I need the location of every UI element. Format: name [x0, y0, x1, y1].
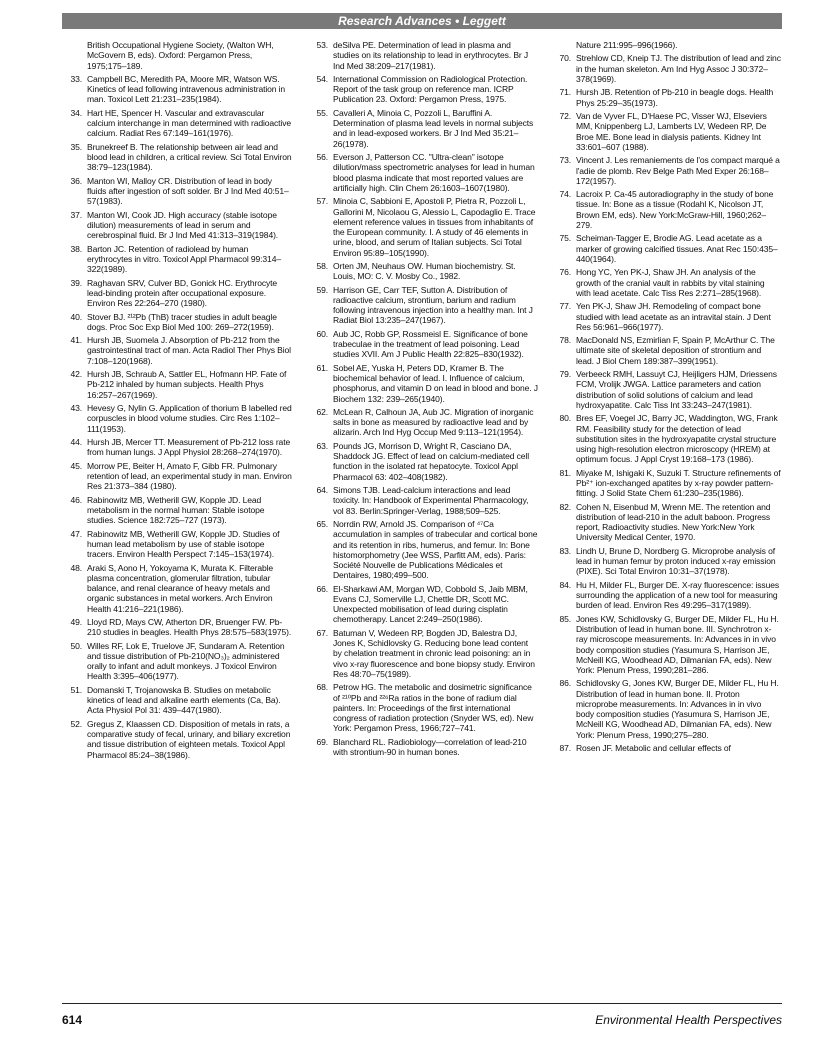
reference-number: 82.: [559, 501, 571, 512]
reference-number: 34.: [70, 107, 82, 118]
reference-text: Gregus Z, Klaassen CD. Disposition of metals in rats, a comparative study of fecal, urinary, and biliary excretion and tissue distribution of eighteen metals. Toxicol Appl Pharmacol 85:24–38(1986).: [87, 718, 291, 760]
reference-text: El-Sharkawi AM, Morgan WD, Cobbold S, Jaib MBM, Evans CJ, Somerville LJ, Chettle DR, Scott MC. Unexpected mobilisation of lead during cisplatin chemotherapy. Lancet 2:249–250(1986).: [333, 583, 528, 625]
reference-text: Hursh JB. Retention of Pb-210 in beagle dogs. Health Phys 25:29–35(1973).: [576, 87, 774, 108]
reference-entry: [310, 737, 538, 758]
reference-number: 59.: [316, 284, 328, 295]
reference-number: 38.: [70, 243, 82, 254]
reference-entry: [553, 189, 781, 230]
reference-entry: [64, 403, 292, 434]
reference-number: 71.: [559, 87, 571, 98]
reference-text: Lindh U, Brune D, Nordberg G. Microprobe analysis of lead in human femur by proton induced x-ray emission (PIXE). Sci Total Environ 10:31–37(1978).: [576, 545, 776, 577]
reference-entry: [64, 719, 292, 760]
reference-entry: [553, 614, 781, 676]
reference-number: 77.: [559, 301, 571, 312]
reference-text: Verbeeck RMH, Lassuyt CJ, Heijligers HJM, Driessens FCM, Vrolijk JWGA. Lattice parameters and cation distribution of solid solutions of calcium and lead hydroxyapatite. Calc Tiss Int 33:243–247(1981).: [576, 369, 777, 410]
reference-entry: [310, 40, 538, 71]
reference-text: Nature 211:995–996(1966).: [576, 40, 678, 50]
reference-number: 36.: [70, 175, 82, 186]
reference-entry: [64, 685, 292, 716]
reference-entry: [310, 407, 538, 438]
reference-number: 68.: [316, 682, 328, 693]
footer-rule: [62, 1003, 782, 1004]
reference-text: McLean R, Calhoun JA, Aub JC. Migration of inorganic salts in bone as measured by radioactive lead and by alizarin. Arch Ind Hyg Occup Med 9:113–121(1954).: [333, 406, 534, 438]
reference-entry: [64, 142, 292, 173]
reference-entry: [310, 441, 538, 482]
reference-entry: [64, 108, 292, 139]
reference-text: Campbell BC, Meredith PA, Moore MR, Watson WS. Kinetics of lead following intravenous administration in man. Toxicol Lett 21:231–235(1984).: [87, 73, 286, 105]
reference-text: Hevesy G, Nylin G. Application of thorium B labelled red corpuscles in blood volume studies. Circ Res 1:102–111(1953).: [87, 403, 292, 434]
reference-text: Norrdin RW, Arnold JS. Comparison of ⁴⁷Ca accumulation in samples of trabecular and cortical bone and its retention in ribs, humerus, and femur. In: Bone histomorphometry (Jee WSS, Parfitt AM, eds). Paris: Société Nouvelle de Publications Médicales et Dentaires, 1980;499–500.: [333, 519, 538, 581]
reference-entry: [310, 108, 538, 149]
reference-text: Manton WI, Cook JD. High accuracy (stable isotope dilution) measurements of lead in serum and cerebrospinal fluid. Br J Ind Med 41:313–319(1984).: [87, 209, 279, 241]
reference-entry: [64, 176, 292, 207]
reference-entry: [553, 53, 781, 84]
reference-text: Schidlovsky G, Jones KW, Burger DE, Milder FL, Hu H. Distribution of lead in human bone. II. Proton microprobe measurements. In: Advances in in vivo body composition studies (Yasumura S, Harrison JE, McNeill KG, Woodhead AD, Dilmanian FA, eds). New York: Plenum Press, 1990;275–280.: [576, 678, 779, 740]
reference-text: Jones KW, Schidlovsky G, Burger DE, Milder FL, Hu H. Distribution of lead in human bone. III. Synchrotron x-ray microscope measurements. In: Advances in in vivo body composition studies (Yasumura S, Harrison JE, McNeill KG, Woodhead AD, Dilmanian FA, eds). New York: Plenum Press, 1990;281–286.: [576, 613, 779, 675]
reference-text: Miyake M, Ishigaki K, Suzuki T. Structure refinements of Pb²⁺ ion-exchanged apatites by x-ray powder pattern-fitting. J Solid State Chem 61:230–235(1986).: [576, 467, 781, 499]
reference-number: 87.: [559, 743, 571, 754]
reference-number: 42.: [70, 369, 82, 380]
reference-text: Hu H, Milder FL, Burger DE. X-ray fluorescence: issues surrounding the application of a new tool for measuring burden of lead. Environ Res 49:295–317(1989).: [576, 579, 779, 611]
reference-entry: [64, 529, 292, 560]
reference-text: Araki S, Aono H, Yokoyama K, Murata K. Filterable plasma concentration, glomerular filtration, tubular balance, and renal clearance of heavy metals and organic substances in metal workers. Arch Environ Health 41:216–221(1986).: [87, 562, 274, 614]
reference-entry: [64, 617, 292, 638]
reference-entry: [310, 363, 538, 404]
reference-entry: [553, 580, 781, 611]
reference-text: International Commission on Radiological Protection. Report of the task group on reference man. ICRP Publication 23. Oxford: Pergamon Press, 1975.: [333, 73, 528, 105]
reference-text: Cohen N, Eisenbud M, Wrenn ME. The retention and distribution of lead-210 in the adult baboon. Progress report, Radioactivity studies. New York:New York University Medical Center, 1970.: [576, 501, 771, 543]
reference-number: 75.: [559, 233, 571, 244]
reference-number: 57.: [316, 196, 328, 207]
reference-number: 47.: [70, 528, 82, 539]
reference-entry: [310, 285, 538, 326]
reference-entry: [64, 278, 292, 309]
reference-entry: [553, 87, 781, 108]
reference-text: Hursh JB, Schraub A, Sattler EL, Hofmann HP. Fate of Pb-212 inhaled by human subjects. Health Phys 16:257–267(1969).: [87, 369, 287, 400]
reference-number: 76.: [559, 267, 571, 278]
reference-entry: [310, 519, 538, 581]
reference-number: 61.: [316, 362, 328, 373]
reference-entry: [310, 485, 538, 516]
page-number: 614: [62, 1013, 83, 1027]
reference-text: Orten JM, Neuhaus OW. Human biochemistry. St. Louis, MO: C. V. Mosby Co., 1982.: [333, 260, 516, 282]
reference-text: Batuman V, Wedeen RP, Bogden JD, Balestra DJ, Jones K, Schidlovsky G. Reducing bone lead content by chelation treatment in chronic lead poisoning: an in vivo x-ray fluorescence and bone biopsy study. Environ Res 48:70–75(1989).: [333, 627, 535, 679]
reference-entry: [64, 641, 292, 682]
reference-text: Lloyd RD, Mays CW, Atherton DR, Bruenger FW. Pb-210 studies in beagles. Health Phys 28:575–583(1975).: [87, 616, 292, 638]
reference-text: Hart HE, Spencer H. Vascular and extravascular calcium interchange in man determined with radioactive calcium. Radiat Res 67:149–161(1976).: [87, 107, 291, 139]
reference-number: 54.: [316, 73, 328, 84]
reference-text: Strehlow CD, Kneip TJ. The distribution of lead and zinc in the human skeleton. Am Ind Hyg Assoc J 30:372–378(1969).: [576, 53, 781, 84]
running-header: [62, 13, 782, 29]
reference-number: 80.: [559, 413, 571, 424]
reference-entry: [64, 40, 292, 71]
reference-number: 48.: [70, 562, 82, 573]
reference-entry: [553, 111, 781, 152]
reference-number: 44.: [70, 437, 82, 447]
reference-number: 67.: [316, 627, 328, 638]
reference-entry: [64, 312, 292, 333]
reference-text: Blanchard RL. Radiobiology—correlation of lead-210 with strontium-90 in human bones.: [333, 736, 527, 757]
reference-number: 46.: [70, 494, 82, 505]
reference-number: 62.: [316, 406, 328, 417]
reference-entry: [64, 461, 292, 492]
reference-text: Bres EF, Voegel JC, Barry JC, Waddington, WG, Frank RM. Feasibility study for the detection of lead substitution sites in the hydroxyapatite crystal structure using high-resolution electron microscopy (HREM) at optimum focus. J Appl Cryst 19:168–173 (1986).: [576, 413, 778, 465]
reference-text: Rabinowitz MB, Wetherill GW, Kopple JD. Studies of human lead metabolism by use of stable isotope tracers. Environ Health Perspect 7:145–153(1974).: [87, 528, 280, 560]
reference-entry: [310, 329, 538, 360]
reference-number: 33.: [70, 73, 82, 84]
reference-text: Lacroix P. Ca-45 autoradiography in the study of bone tissue. In: Bone as a tissue (Rodahl K, Nicolson JT, Brown EM, eds). New York:McGraw-Hill, 1960;262–279.: [576, 189, 774, 230]
reference-text: Pounds JG, Morrison D, Wright R, Casciano DA, Shaddock JG. Effect of lead on calcium-mediated cell function in the isolated rat hepatocyte. Toxicol Appl Pharmacol 63: 402–408(1982).: [333, 440, 529, 482]
reference-entry: [553, 40, 781, 50]
reference-entry: [553, 413, 781, 464]
reference-text: Van de Vyver FL, D'Haese PC, Visser WJ, Elseviers MM, Knippenberg LJ, Lamberts LV, Wedeen RP, De Broe ME. Bone lead in dialysis patients. Kidney Int 33:601–607 (1988).: [576, 111, 767, 152]
reference-number: 86.: [559, 678, 571, 689]
reference-text: Yen PK-J, Shaw JH. Remodeling of compact bone studied with lead acetate as an intravital stain. J Dent Res 56:961–966(1977).: [576, 301, 771, 332]
reference-number: 52.: [70, 718, 82, 729]
reference-number: 74.: [559, 189, 571, 200]
reference-number: 51.: [70, 684, 82, 695]
reference-text: Sobel AE, Yuska H, Peters DD, Kramer B. The biochemical behavior of lead. I. Influence of calcium, phosphorus, and vitamin D on lead in blood and bone. J Biochem 132: 239–265(1940).: [333, 362, 538, 404]
reference-number: 45.: [70, 460, 82, 471]
reference-entry: [553, 335, 781, 366]
journal-name: Environmental Health Perspectives: [595, 1013, 782, 1027]
reference-number: 40.: [70, 311, 82, 322]
reference-entry: [553, 301, 781, 332]
reference-number: 50.: [70, 640, 82, 651]
reference-text: Minoia C, Sabbioni E, Apostoli P, Pietra R, Pozzoli L, Gallorini M, Nicolaou G, Alessio L, Capodaglio E. Trace element reference values in tissues from inhabitants of the European community. I. A study of 46 elements in urine, blood, and serum of Italian subjects. Sci Total Environ 95:89–105(1990).: [333, 196, 536, 258]
reference-text: Scheiman-Tagger E, Brodie AG. Lead acetate as a marker of growing calcified tissues. Anat Rec 150:435–440(1964).: [576, 233, 778, 264]
reference-text: Morrow PE, Beiter H, Amato F, Gibb FR. Pulmonary retention of lead, an experimental study in man. Environ Res 21:373–384 (1980).: [87, 460, 292, 492]
reference-text: Raghavan SRV, Culver BD, Gonick HC. Erythrocyte lead-binding protein after occupational exposure. Environ Res 22:264–270 (1980).: [87, 277, 278, 309]
reference-column-1: [64, 40, 292, 763]
reference-entry: [64, 563, 292, 614]
reference-text: Barton JC. Retention of radiolead by human erythrocytes in vitro. Toxicol Appl Pharmacol 99:314–322(1989).: [87, 243, 281, 275]
reference-entry: [310, 74, 538, 105]
reference-entry: [553, 546, 781, 577]
reference-number: 65.: [316, 519, 328, 529]
reference-entry: [64, 74, 292, 105]
reference-text: Simons TJB. Lead-calcium interactions and lead toxicity. In: Handbook of Experimental Pharmacology, vol 83. Berlin:Springer-Verlag, 1988;509–525.: [333, 485, 529, 516]
reference-entry: [553, 743, 781, 753]
reference-entry: [310, 196, 538, 258]
reference-text: Stover BJ. ²¹²Pb (ThB) tracer studies in adult beagle dogs. Proc Soc Exp Biol Med 100: 269–272(1959).: [87, 311, 277, 332]
running-header-title: Research Advances • Leggett: [338, 14, 506, 28]
reference-number: 78.: [559, 335, 571, 346]
reference-number: 43.: [70, 403, 82, 414]
reference-text: Rabinowitz MB, Wetherill GW, Kopple JD. Lead metabolism in the normal human: Stable isotope studies. Science 182:725–727 (1973).: [87, 494, 265, 526]
reference-text: Hursh JB, Mercer TT. Measurement of Pb-212 loss rate from human lungs. J Appl Physiol 28:268–274(1970).: [87, 437, 291, 458]
reference-number: 49.: [70, 616, 82, 627]
reference-number: 60.: [316, 328, 328, 339]
reference-number: 83.: [559, 545, 571, 556]
reference-text: deSilva PE. Determination of lead in plasma and studies on its relationship to lead in erythrocytes. Br J Ind Med 38:209–217(1981).: [333, 40, 529, 71]
reference-entry: [553, 468, 781, 499]
reference-number: 58.: [316, 260, 328, 271]
reference-text: Manton WI, Malloy CR. Distribution of lead in body fluids after ingestion of soft solder. Br J Ind Med 40:51–57(1983).: [87, 175, 289, 207]
reference-entry: [64, 369, 292, 400]
reference-entry: [64, 335, 292, 366]
reference-number: 73.: [559, 155, 571, 166]
reference-column-3: [553, 40, 781, 757]
reference-text: Cavalleri A, Minoia C, Pozzoli L, Baruffini A. Determination of plasma lead levels in normal subjects and in lead-exposed workers. Br J Ind Med 35:21–26(1978).: [333, 107, 534, 149]
reference-number: 85.: [559, 613, 571, 624]
reference-number: 70.: [559, 53, 571, 64]
reference-text: Willes RF, Lok E, Truelove JF, Sundaram A. Retention and tissue distribution of Pb-210(NO₃)₂ administered orally to infant and adult monkeys. J Toxicol Environ Health 3:395–406(1977).: [87, 640, 285, 682]
reference-entry: [310, 682, 538, 733]
reference-number: 55.: [316, 107, 328, 118]
reference-number: 72.: [559, 111, 571, 122]
reference-text: Vincent J. Les remaniements de l'os compact marqué a l'adie de plomb. Rev Belge Path Med Exper 26:168–172(1957).: [576, 155, 780, 186]
reference-column-2: [310, 40, 538, 760]
reference-number: 84.: [559, 579, 571, 590]
reference-text: Petrow HG. The metabolic and dosimetric significance of ²¹⁰Pb and ²²⁶Ra ratios in the bone of radium dial painters. In: Proceedings of the first international congress of radiation protection (Snyder WS, ed). New York: Pergamon Press, 1966;727–741.: [333, 682, 534, 734]
reference-entry: [64, 210, 292, 241]
reference-entry: [310, 584, 538, 625]
reference-text: British Occupational Hygiene Society, (Walton WH, McGovern B, eds). Oxford: Pergamon Press, 1975;175–189.: [87, 40, 274, 71]
reference-number: 41.: [70, 335, 82, 346]
reference-entry: [310, 261, 538, 282]
reference-number: 66.: [316, 583, 328, 594]
reference-text: Harrison GE, Carr TEF, Sutton A. Distribution of radioactive calcium, strontium, barium and radium following intravenous injection into a healthy man. Int J Radiat Biol 13:235–247(1967).: [333, 284, 533, 326]
reference-entry: [64, 244, 292, 275]
reference-entry: [553, 678, 781, 740]
reference-number: 37.: [70, 209, 82, 220]
reference-number: 56.: [316, 152, 328, 163]
reference-number: 53.: [316, 40, 328, 50]
reference-number: 39.: [70, 277, 82, 288]
reference-text: Everson J, Patterson CC. "Ultra-clean" isotope dilution/mass spectrometric analyses for lead in human blood plasma indicate that most reported values are artificially high. Clin Chem 26:1603–1607(1980).: [333, 152, 535, 193]
reference-text: Hong YC, Yen PK-J, Shaw JH. An analysis of the growth of the cranial vault in rabbits by vital staining with lead acetate. Calc Tiss Res 2:271–285(1968).: [576, 267, 765, 298]
reference-number: 81.: [559, 467, 571, 478]
reference-entry: [64, 437, 292, 458]
reference-text: Hursh JB, Suomela J. Absorption of Pb-212 from the gastrointestinal tract of man. Acta Radiol Ther Phys Biol 7:108–120(1968).: [87, 335, 291, 366]
reference-entry: [553, 155, 781, 186]
reference-number: 69.: [316, 736, 328, 747]
reference-text: Brunekreef B. The relationship between air lead and blood lead in children, a critical review. Sci Total Environ 38:79–123(1984).: [87, 141, 292, 173]
reference-entry: [553, 369, 781, 410]
reference-number: 35.: [70, 141, 82, 152]
reference-entry: [64, 495, 292, 526]
reference-entry: [553, 233, 781, 264]
reference-entry: [553, 267, 781, 298]
reference-text: Rosen JF. Metabolic and cellular effects of: [576, 743, 731, 754]
reference-entry: [553, 502, 781, 543]
reference-text: MacDonald NS, Ezmirlian F, Spain P, McArthur C. The ultimate site of skeletal deposition of strontium and lead. J Biol Chem 189:387–399(1951).: [576, 335, 775, 366]
reference-number: 63.: [316, 440, 328, 451]
reference-text: Aub JC, Robb GP, Rossmeisl E. Significance of bone trabeculae in the treatment of lead poisoning. Lead studies XVII. Am J Public Health 22:825–830(1932).: [333, 328, 528, 360]
reference-number: 64.: [316, 485, 328, 496]
reference-text: Domanski T, Trojanowska B. Studies on metabolic kinetics of lead and alkaline earth elements (Ca, Ba). Acta Physiol Pol 31: 439–447(1980).: [87, 684, 281, 716]
reference-entry: [310, 152, 538, 193]
reference-number: 79.: [559, 369, 571, 380]
reference-entry: [310, 628, 538, 679]
